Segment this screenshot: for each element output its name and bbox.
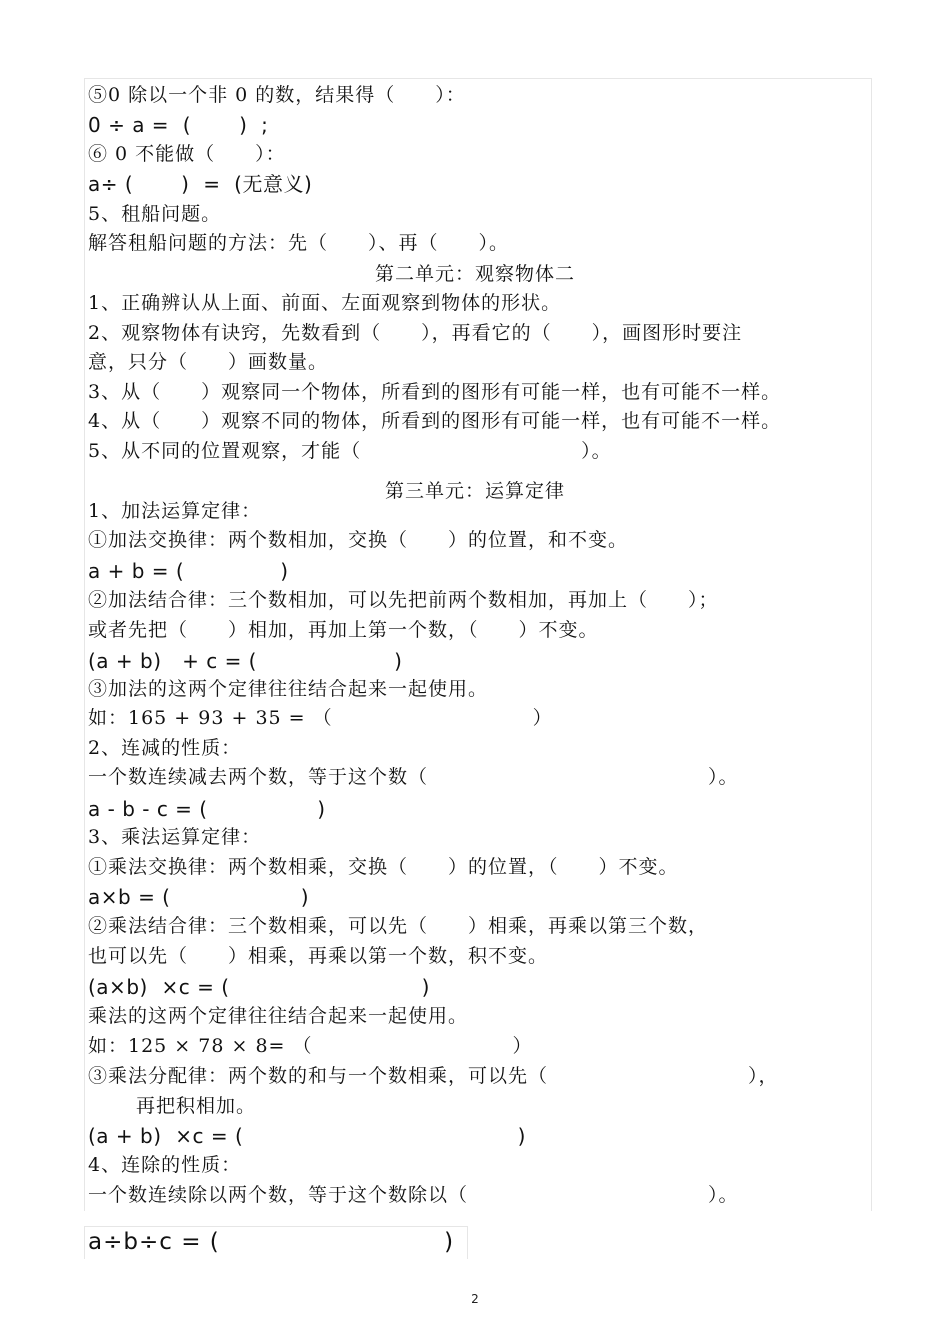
- text-line-observe-3: 3、从（ ）观察同一个物体，所看到的图形有可能一样，也有可能不一样。: [88, 381, 782, 403]
- formula-zero-divide: 0 ÷ a = ( ) ;: [88, 113, 269, 137]
- text-line-subtraction-rule: 一个数连续减去两个数，等于这个数（ ）。: [88, 766, 739, 788]
- text-line-add-associative-cont: 或者先把（ ）相加，再加上第一个数，（ ）不变。: [88, 619, 599, 641]
- text-line-boat-method: 解答租船问题的方法：先（ ）、再（ ）。: [88, 232, 510, 254]
- text-line-mul-commutative: ①乘法交换律：两个数相乘，交换（ ）的位置，（ ）不变。: [88, 856, 679, 878]
- text-line-division-property: 4、连除的性质：: [88, 1154, 242, 1176]
- formula-subtraction: a - b - c = ( ): [88, 797, 326, 821]
- text-line-observe-4: 4、从（ ）观察不同的物体，所看到的图形有可能一样，也有可能不一样。: [88, 410, 782, 432]
- page-number: 2: [471, 1292, 479, 1306]
- formula-add-commutative: a + b = ( ): [88, 559, 289, 583]
- text-line-addition-laws: 1、加法运算定律：: [88, 500, 262, 522]
- formula-add-associative: (a + b) + c = ( ): [88, 649, 403, 673]
- text-line-mul-associative-cont: 也可以先（ ）相乘，再乘以第一个数，积不变。: [88, 945, 549, 967]
- text-line-mul-associative: ②乘法结合律：三个数相乘，可以先（ ）相乘，再乘以第三个数，: [88, 915, 709, 937]
- text-line-add-combined: ③加法的这两个定律往往结合起来一起使用。: [88, 678, 489, 700]
- text-line-division-rule: 一个数连续除以两个数，等于这个数除以（ ）。: [88, 1184, 739, 1206]
- text-line-multiplication-laws: 3、乘法运算定律：: [88, 826, 262, 848]
- text-line-add-example: 如：165 + 93 + 35 = （ ）: [88, 707, 553, 729]
- text-line-observe-5: 5、从不同的位置观察，才能（ ）。: [88, 440, 612, 462]
- text-line-mul-distributive-cont: 再把积相加。: [136, 1095, 257, 1117]
- unit-3-heading: 第三单元：运算定律: [384, 480, 565, 502]
- text-line-observe-2: 2、观察物体有诀窍，先数看到（ ），再看它的（ ），画图形时要注: [88, 322, 743, 344]
- text-line-mul-distributive: ③乘法分配律：两个数的和与一个数相乘，可以先（ ），: [88, 1065, 779, 1087]
- formula-zero-divisor: a÷ ( ) = (无意义): [88, 172, 313, 196]
- formula-division: a÷b÷c = ( ): [88, 1229, 455, 1255]
- text-line-observe-2-cont: 意，只分（ ）画数量。: [88, 351, 329, 373]
- text-line-boat-problem: 5、租船问题。: [88, 203, 222, 225]
- text-line-mul-example: 如：125 × 78 × 8= （ ）: [88, 1035, 533, 1057]
- text-line-subtraction-property: 2、连减的性质：: [88, 737, 242, 759]
- formula-mul-associative: (a×b) ×c = ( ): [88, 975, 430, 999]
- text-line-add-associative: ②加法结合律：三个数相加，可以先把前两个数相加，再加上（ ）；: [88, 589, 719, 611]
- text-line-observe-1: 1、正确辨认从上面、前面、左面观察到物体的形状。: [88, 292, 562, 314]
- unit-2-heading: 第二单元：观察物体二: [374, 263, 575, 285]
- formula-mul-distributive: (a + b) ×c = ( ): [88, 1124, 526, 1148]
- text-line-zero-divisor: ⑥ 0 不能做（ ）：: [88, 143, 286, 165]
- formula-mul-commutative: a×b = ( ): [88, 885, 310, 909]
- text-line-add-commutative: ①加法交换律：两个数相加，交换（ ）的位置，和不变。: [88, 529, 629, 551]
- text-line-mul-combined: 乘法的这两个定律往往结合起来一起使用。: [88, 1005, 469, 1027]
- text-line-zero-divide: ⑤0 除以一个非 0 的数，结果得（ ）：: [88, 84, 466, 106]
